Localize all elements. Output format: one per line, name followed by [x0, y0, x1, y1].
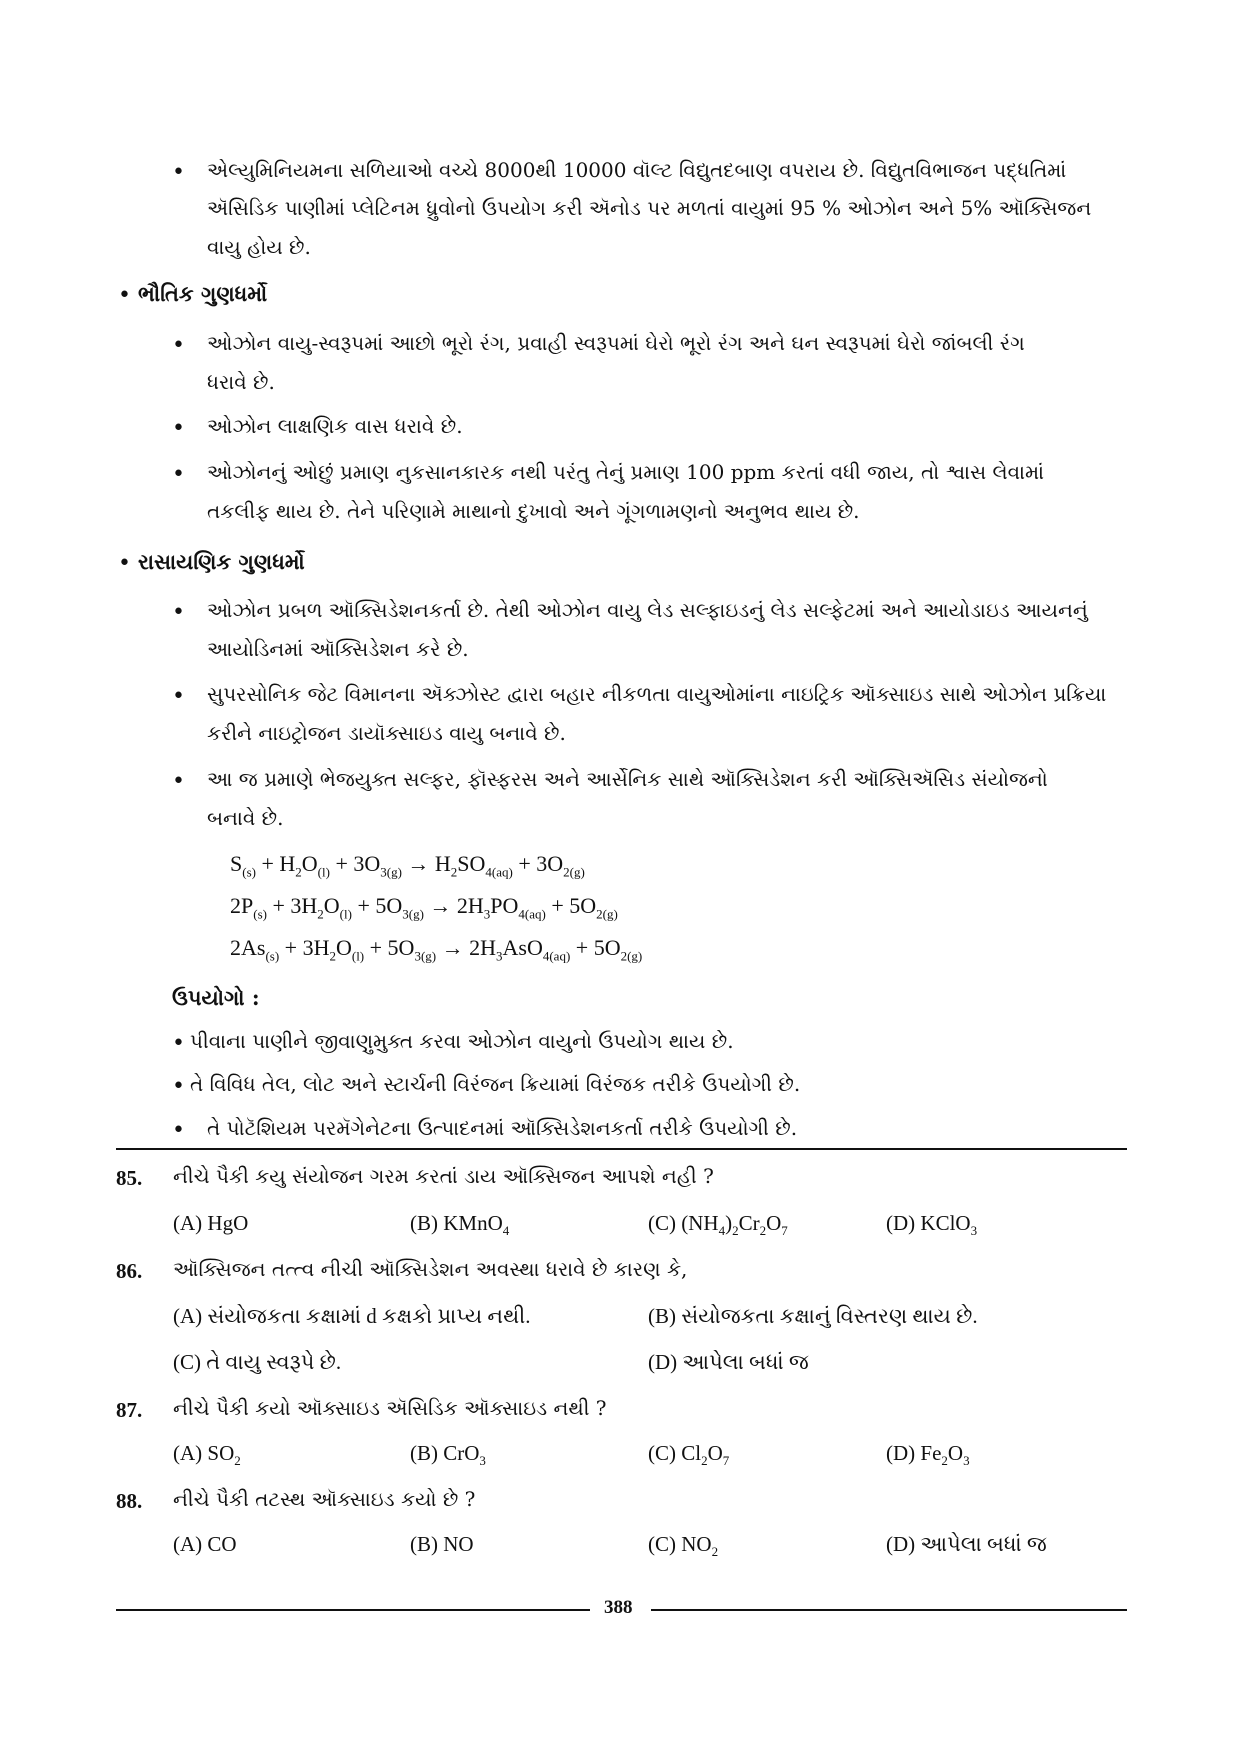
uses-heading: ઉપયોગો : — [172, 985, 260, 1010]
question-number: 88. — [116, 1489, 143, 1513]
uses-item-1: પીવાના પાણીને જીવાણુમુક્ત કરવા ઓઝોન વાયુનો ઉપયોગ થાય છે. — [190, 1029, 734, 1053]
bullet: • — [118, 551, 131, 576]
q87-option-b: (B) CrO$_3$ — [410, 1441, 486, 1469]
footer-rule-right — [651, 1609, 1127, 1611]
q88-option-b: (B) NO — [410, 1532, 474, 1556]
bullet: • — [172, 684, 185, 709]
question-85-text: નીચે પૈકી કયુ સંયોજન ગરમ કરતાં ડાય ઑક્સિજન આપશે નહી ? — [173, 1164, 714, 1188]
bullet: • — [172, 160, 185, 185]
question-88-text: નીચે પૈકી તટસ્થ ઑક્સાઇડ કયો છે ? — [173, 1487, 476, 1511]
section-divider — [116, 1148, 1127, 1150]
q87-option-c: (C) $Cl_2O_7$ — [648, 1441, 730, 1469]
page-number: 388 — [604, 1597, 633, 1618]
q85-option-a: (A) HgO — [173, 1211, 249, 1235]
chemical-properties-heading: રાસાયણિક ગુણધર્મો — [138, 549, 305, 574]
equation-1: $S_{(s)} + H_2O_{(l)} + 3O_{3(g)} \to H_2SO_{4(aq)} + 3O_{2(g)}$ — [230, 851, 585, 880]
question-number: 87. — [116, 1398, 143, 1422]
physical-properties-heading: ભૌતિક ગુણધર્મો — [138, 281, 268, 306]
bullet: • — [172, 1031, 185, 1056]
chemical-b1-line-1: ઓઝોન પ્રબળ ઑક્સિડેશનકર્તા છે. તેથી ઓઝોન વાયુ લેડ સલ્ફાઇડનું લેડ સલ્ફેટમાં અને આયોડાઇડ આયનનું — [207, 598, 1088, 622]
equation-2: $2P_{(s)} + 3H_2O_{(l)} + 5O_{3(g)} \to 2H_3PO_{4(aq)} + 5O_{2(g)}$ — [230, 893, 618, 922]
bullet: • — [172, 416, 185, 441]
chemical-b2-line-1: સુપરસોનિક જેટ વિમાનના ઍક્ઝોસ્ટ દ્વારા બહાર નીકળતા વાયુઓમાંના નાઇટ્રિક ઑક્સાઇડ સાથે ઓઝોન પ્રક્રિયા — [207, 682, 1107, 706]
uses-item-2: તે વિવિધ તેલ, લોટ અને સ્ટાર્ચની વિરંજન ક્રિયામાં વિરંજક તરીકે ઉપયોગી છે. — [190, 1072, 801, 1096]
footer-rule-left — [116, 1609, 590, 1611]
q88-option-d: (D) આપેલા બધાં જ — [886, 1532, 1047, 1556]
physical-b1-line-1: ઓઝોન વાયુ-સ્વરૂપમાં આછો ભૂરો રંગ, પ્રવાહી સ્વરૂપમાં ઘેરો ભૂરો રંગ અને ઘન સ્વરૂપમાં ઘેરો જાંબલી રંગ — [207, 331, 1025, 355]
q88-option-c: (C) $NO_2$ — [648, 1532, 719, 1560]
physical-b2-line-1: ઓઝોન લાક્ષણિક વાસ ધરાવે છે. — [207, 414, 463, 438]
q87-option-a: (A) $SO_2$ — [173, 1441, 241, 1469]
chemical-b1-line-2: આયોડિનમાં ઑક્સિડેશન કરે છે. — [207, 637, 469, 661]
question-87-text: નીચે પૈકી કયો ઑક્સાઇડ ઍસિડિક ઑક્સાઇડ નથી ? — [173, 1396, 607, 1420]
q86-option-a: (A) સંયોજકતા કક્ષામાં d કક્ષકો પ્રાપ્ય નથી. — [173, 1304, 531, 1328]
bullet: • — [172, 333, 185, 358]
bullet: • — [172, 1118, 185, 1143]
question-number: 86. — [116, 1259, 143, 1283]
intro-line-2: ઍસિડિક પાણીમાં પ્લેટિનમ ધ્રુવોનો ઉપયોગ કરી ઍનોડ પર મળતાં વાયુમાં 95 % ઓઝોન અને 5% ઑક્સિજન — [207, 196, 1092, 220]
chemical-b2-line-2: કરીને નાઇટ્રોજન ડાયૉક્સાઇડ વાયુ બનાવે છે. — [207, 721, 566, 745]
bullet: • — [172, 1074, 185, 1099]
chemical-b3-line-2: બનાવે છે. — [207, 806, 284, 830]
q88-option-a: (A) CO — [173, 1532, 237, 1556]
chemical-b3-line-1: આ જ પ્રમાણે ભેજયુક્ત સલ્ફર, ફૉસ્ફરસ અને આર્સેનિક સાથે ઑક્સિડેશન કરી ઑક્સિઍસિડ સંયોજનો — [207, 767, 1048, 791]
physical-b3-line-1: ઓઝોનનું ઓછું પ્રમાણ નુકસાનકારક નથી પરંતુ તેનું પ્રમાણ 100 ppm કરતાં વધી જાય, તો શ્વાસ લેવામાં — [207, 460, 1045, 484]
bullet: • — [172, 769, 185, 794]
intro-line-3: વાયુ હોય છે. — [207, 235, 311, 259]
q85-option-c: (C) $(NH_4)_2Cr_2O_7$ — [648, 1211, 788, 1239]
uses-item-3: તે પોટૅશિયમ પરમૅગેનેટના ઉત્પાદનમાં ઑક્સિડેશનકર્તા તરીકે ઉપયોગી છે. — [207, 1116, 798, 1140]
q87-option-d: (D) $Fe_2O_3$ — [886, 1441, 970, 1469]
physical-b1-line-2: ધરાવે છે. — [207, 370, 275, 394]
q85-option-b: (B) KMnO$_4$ — [410, 1211, 510, 1239]
bullet: • — [172, 462, 185, 487]
equation-3: $2As_{(s)} + 3H_2O_{(l)} + 5O_{3(g)} \to 2H_3AsO_{4(aq)} + 5O_{2(g)}$ — [230, 935, 643, 964]
intro-line-1: એલ્યુમિનિયમના સળિયાઓ વચ્ચે 8000થી 10000 વૉલ્ટ વિદ્યુતદબાણ વપરાય છે. વિદ્યુતવિભાજન પદ્ધતિમાં — [207, 158, 1067, 182]
bullet: • — [172, 600, 185, 625]
question-86-text: ઑક્સિજન તત્ત્વ નીચી ઑક્સિડેશન અવસ્થા ધરાવે છે કારણ કે, — [173, 1257, 688, 1281]
bullet: • — [118, 283, 131, 308]
q85-option-d: (D) KClO$_3$ — [886, 1211, 978, 1239]
q86-option-b: (B) સંયોજકતા કક્ષાનું વિસ્તરણ થાય છે. — [648, 1304, 978, 1328]
physical-b3-line-2: તકલીફ થાય છે. તેને પરિણામે માથાનો દુખાવો અને ગૂંગળામણનો અનુભવ થાય છે. — [207, 499, 860, 523]
q86-option-c: (C) તે વાયુ સ્વરૂપે છે. — [173, 1350, 342, 1374]
question-number: 85. — [116, 1166, 143, 1190]
q86-option-d: (D) આપેલા બધાં જ — [648, 1350, 809, 1374]
